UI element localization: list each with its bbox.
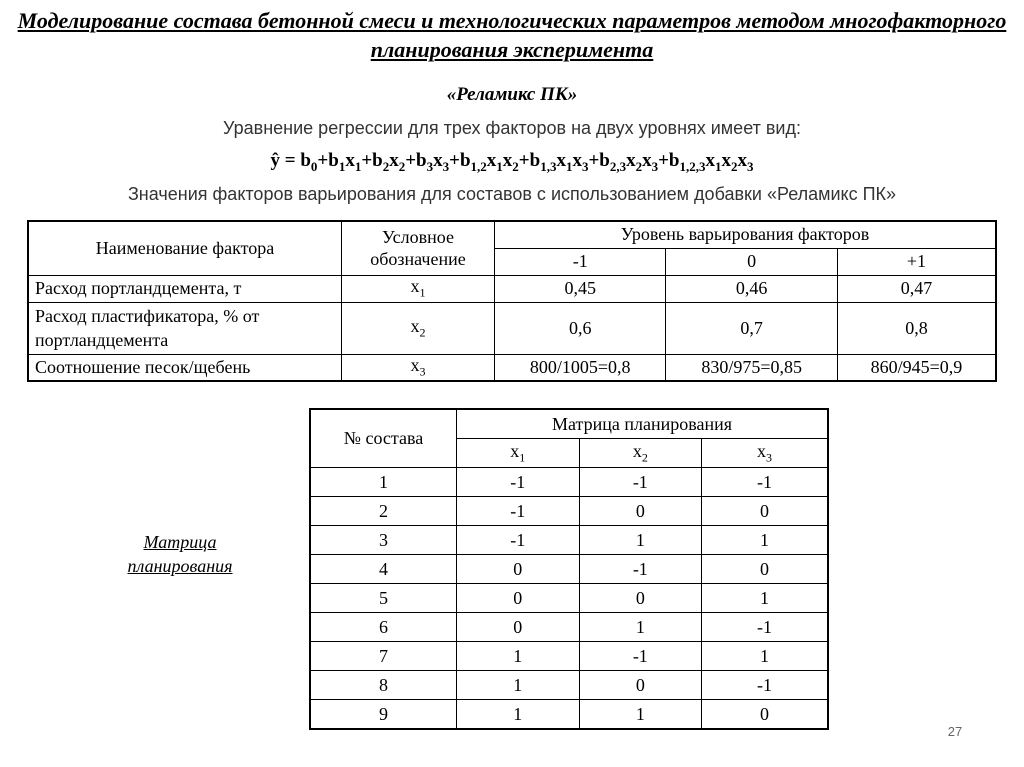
formula-subscript: 3: [426, 158, 434, 174]
matrix-caption: Матрица планирования: [127, 532, 233, 576]
table-row: [310, 613, 828, 642]
formula-term: x: [572, 150, 582, 171]
formula-subscript: 1,2: [470, 158, 487, 174]
level-value: 0,7: [666, 302, 837, 354]
formula-term: +b: [317, 150, 339, 171]
formula-subscript: 1,2,3: [679, 158, 706, 174]
factor-name: Соотношение песок/щебень: [28, 354, 342, 381]
matrix-cell: -1: [702, 468, 828, 497]
level-zero-header: 0: [666, 248, 837, 275]
level-plus-header: +1: [837, 248, 996, 275]
level-value: 860/945=0,9: [837, 354, 996, 381]
matrix-cell: 0: [579, 497, 702, 526]
formula-subscript: 2: [635, 158, 643, 174]
formula-subscript: 3: [747, 158, 754, 174]
formula-subscript: 2,3: [609, 158, 627, 174]
composition-number-header: № состава: [310, 409, 457, 468]
matrix-cell: -1: [702, 671, 828, 700]
factors-table: [27, 220, 997, 382]
composition-number: 6: [310, 613, 457, 642]
formula-subscript: 2: [512, 158, 519, 174]
regression-formula: [0, 150, 1024, 175]
levels-header: Уровень варьирования факторов: [495, 221, 997, 248]
matrix-cell: 0: [579, 671, 702, 700]
matrix-cell: -1: [702, 613, 828, 642]
matrix-cell: -1: [579, 468, 702, 497]
matrix-cell: 1: [457, 642, 580, 671]
formula-subscript: 1: [354, 158, 362, 174]
table-row: [310, 642, 828, 671]
table-row: [310, 526, 828, 555]
formula-subscript: 3: [651, 158, 659, 174]
formula-subscript: 2: [382, 158, 390, 174]
formula-term: +b: [405, 150, 427, 171]
formula-subscript: 0: [310, 158, 318, 174]
planning-matrix-table: [309, 408, 829, 730]
composition-number: 8: [310, 671, 457, 700]
factor-symbol: $x_3$: [342, 354, 495, 381]
formula-subscript: 1: [565, 158, 573, 174]
matrix-cell: 0: [702, 700, 828, 730]
matrix-cell: 0: [457, 584, 580, 613]
matrix-cell: 1: [579, 613, 702, 642]
formula-term: ŷ = b: [270, 150, 311, 171]
regression-intro: Уравнение регрессии для трех факторов на двух уровнях имеет вид:: [223, 118, 801, 138]
x1-header: $x_1$: [457, 439, 580, 468]
factor-name: Расход портландцемента, т: [28, 275, 342, 302]
formula-term: x: [486, 150, 497, 171]
matrix-cell: -1: [579, 555, 702, 584]
table-row: [310, 555, 828, 584]
matrix-cell: -1: [457, 468, 580, 497]
symbol-header: Условное обозначение: [342, 221, 495, 275]
formula-term: x: [389, 150, 399, 171]
formula-term: +b: [518, 150, 541, 171]
matrix-cell: 1: [702, 584, 828, 613]
matrix-cell: 0: [457, 613, 580, 642]
matrix-cell: 0: [702, 555, 828, 584]
matrix-cell: 1: [579, 700, 702, 730]
x2-header: $x_2$: [579, 439, 702, 468]
formula-term: x: [705, 150, 715, 171]
matrix-cell: 1: [457, 671, 580, 700]
level-value: 0,47: [837, 275, 996, 302]
formula-term: +b: [361, 150, 383, 171]
formula-term: +b: [658, 150, 680, 171]
formula-term: x: [345, 150, 355, 171]
formula-subscript: 1: [496, 158, 503, 174]
level-value: 0,8: [837, 302, 996, 354]
matrix-cell: -1: [579, 642, 702, 671]
composition-number: 2: [310, 497, 457, 526]
formula-term: x: [626, 150, 636, 171]
level-value: 0,6: [495, 302, 666, 354]
formula-term: x: [556, 150, 566, 171]
table-row: [310, 468, 828, 497]
table-row: [310, 671, 828, 700]
factor-name-header: Наименование фактора: [28, 221, 342, 275]
table-row: [310, 497, 828, 526]
matrix-cell: 0: [702, 497, 828, 526]
formula-subscript: 1: [715, 158, 722, 174]
formula-subscript: 1: [338, 158, 346, 174]
composition-number: 3: [310, 526, 457, 555]
formula-term: +b: [449, 150, 471, 171]
formula-term: +b: [588, 150, 610, 171]
formula-subscript: 2: [398, 158, 406, 174]
x3-header: $x_3$: [702, 439, 828, 468]
formula-subscript: 2: [731, 158, 738, 174]
factor-symbol: $x_2$: [342, 302, 495, 354]
matrix-cell: 1: [702, 526, 828, 555]
page-number: 27: [947, 724, 963, 739]
composition-number: 7: [310, 642, 457, 671]
table-row: [28, 275, 996, 302]
table-row: [28, 354, 996, 381]
factors-intro: Значения факторов варьирования для составов с использованием добавки «Реламикс ПК»: [127, 184, 897, 204]
level-value: 800/1005=0,8: [495, 354, 666, 381]
formula-subscript: 1,3: [540, 158, 557, 174]
table-row: [310, 700, 828, 730]
composition-number: 1: [310, 468, 457, 497]
formula-term: x: [433, 150, 443, 171]
level-minus-header: -1: [495, 248, 666, 275]
matrix-cell: 1: [579, 526, 702, 555]
composition-number: 4: [310, 555, 457, 584]
page-title: Моделирование состава бетонной смеси и технологических параметров методом многофакторного планирования эксперимента: [17, 8, 1007, 62]
additive-subtitle: «Реламикс ПК»: [446, 84, 578, 105]
formula-subscript: 3: [442, 158, 450, 174]
matrix-cell: 0: [579, 584, 702, 613]
formula-subscript: 3: [581, 158, 589, 174]
formula-term: x: [737, 150, 747, 171]
matrix-cell: -1: [457, 526, 580, 555]
matrix-cell: -1: [457, 497, 580, 526]
composition-number: 9: [310, 700, 457, 730]
level-value: 0,45: [495, 275, 666, 302]
matrix-cell: 1: [457, 700, 580, 730]
formula-term: x: [721, 150, 731, 171]
formula-term: x: [502, 150, 513, 171]
composition-number: 5: [310, 584, 457, 613]
factor-symbol: $x_1$: [342, 275, 495, 302]
matrix-cell: 1: [702, 642, 828, 671]
matrix-header: Матрица планирования: [457, 409, 829, 439]
level-value: 0,46: [666, 275, 837, 302]
table-row: [310, 584, 828, 613]
formula-term: x: [642, 150, 652, 171]
table-row: [28, 302, 996, 354]
factor-name: Расход пластификатора, % от портландцемента: [28, 302, 342, 354]
matrix-cell: 0: [457, 555, 580, 584]
level-value: 830/975=0,85: [666, 354, 837, 381]
